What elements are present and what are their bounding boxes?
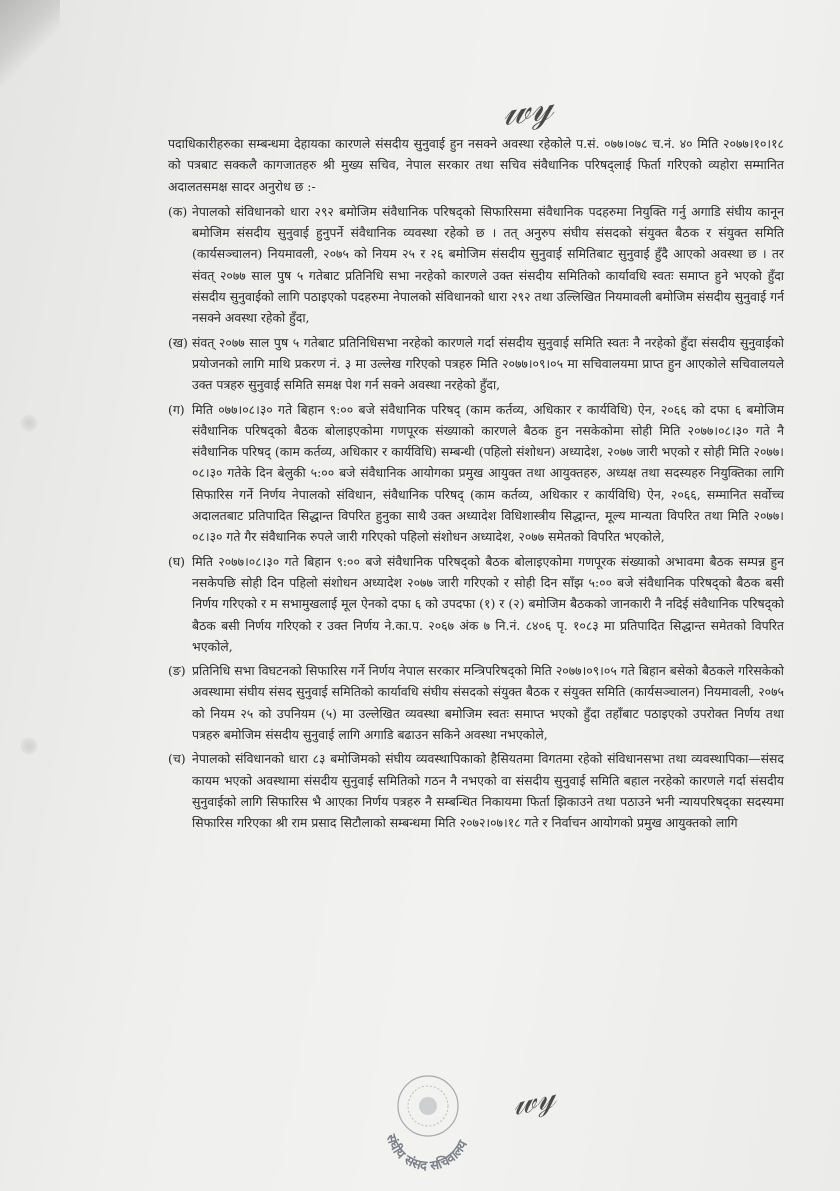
signature-bottom: 𝓌𝓎 xyxy=(508,1075,560,1125)
item-label: (ङ) xyxy=(168,663,186,679)
item-text: प्रतिनिधि सभा विघटनको सिफारिस गर्ने निर्णय नेपाल सरकार मन्त्रिपरिषद्को मिति २०७७।०९।०५ गते बिहान बसेको बैठकले गरिसकेको अवस्थामा संघीय संसद सुनुवाई समितिको कार्यावधि संघीय संसदको संयुक्त बैठक र संयुक्त समिति (कार्यसञ्चालन) नियमावली, २०७५ को नियम २५ को उपनियम (५) मा उल्लेखित व्यवस्था बमोजिम स्वतः समाप्त भएको हुँदा तहाँबाट पठाइएको उपरोक्त निर्णय तथा पत्रहरु बमोजिम संसदीय सुनुवाई लागि अगाडि बढाउन सकिने अवस्था नभएकोले, xyxy=(192,663,784,743)
item-text: मिति ०७७।०८।३० गते बिहान ९:०० बजे संवैधानिक परिषद् (काम कर्तव्य, अधिकार र कार्यविधि) ऐन, २०६६ को दफा ६ बमोजिम संवैधानिक परिषद्को बैठक बोलाइएकोमा गणपूरक संख्याको कारणले बैठक हुन नसकेकोमा सोही मिति २०७७।०८।३० गते नै संवैधानिक परिषद् (काम कर्तव्य, अधिकार र कार्यविधि) सम्बन्धी (पहिलो संशोधन) अध्यादेश, २०७७ जारी भएको र सोही मिति २०७७।०८।३० गतेके दिन बेलुकी ५:०० बजे संवैधानिक आयोगका प्रमुख आयुक्त तथा आयुक्तहरु, अध्यक्ष तथा सदस्यहरु नियुक्तिका लागि सिफारिस गर्ने निर्णय नेपालको संविधान, संवैधानिक परिषद् (काम कर्तव्य, अधिकार र कार्यविधि) ऐन, २०६६, सम्मानित सर्वोच्च अदालतबाट प्रतिपादित सिद्धान्त विपरित हुनुका साथै उक्त अध्यादेश विधिशास्त्रीय सिद्धान्त, मूल्य मान्यता विपरित तथा मिति २०७७।०८।३० गते गैर संवैधानिक रुपले जारी गरिएको पहिलो संशोधन अध्यादेश, २०७७ समेतको विपरित भएकोले, xyxy=(192,401,784,545)
item-label: (ख) xyxy=(168,334,188,350)
item-label: (क) xyxy=(168,203,188,219)
intro-paragraph: पदाधिकारीहरुका सम्बन्धमा देहायका कारणले संसदीय सुनुवाई हुन नसक्ने अवस्था रहेकोले प.सं. ०७७।०७८ च.नं. ४० मिति २०७७।१०।१८ को पत्रबाट सक्कलै कागजातहरु श्री मुख्य सचिव, नेपाल सरकार तथा सचिव संवैधानिक परिषद्‌लाई फिर्ता गरिएको व्यहोरा सम्मानित अदालतसमक्ष सादर अनुरोध छ :- xyxy=(168,136,784,194)
item-text: नेपालको संविधानको धारा ८३ बमोजिमको संघीय व्यवस्थापिकाको हैसियतमा विगतमा रहेको संविधानसभा तथा व्यवस्थापिका—संसद कायम भएको अवस्थामा संसदीय सुनुवाई समितिको गठन नै नभएको वा संसदीय सुनुवाई समिति बहाल नरहेको कारणले गर्दा संसदीय सुनुवाईको लागि सिफारिस भै आएका निर्णय पत्रहरु नै सम्बन्धित निकायमा फिर्ता झिकाउने तथा पठाउने भनी न्यायपरिषद्का सदस्यमा सिफारिस गरिएका श्री राम प्रसाद सिटौलाको सम्बन्धमा मिति २०७२।०७।१८ गते र निर्वाचन आयोगको प्रमुख आयुक्तको लागि xyxy=(192,751,784,831)
item-text: नेपालको संविधानको धारा २९२ बमोजिम संवैधानिक परिषद्को सिफारिसमा संवैधानिक पदहरुमा नियुक्ति गर्नु अगाडि संघीय कानून बमोजिम संसदीय सुनुवाई हुनुपर्ने संवैधानिक व्यवस्था रहेको छ । तत् अनुरुप संघीय संसदको संयुक्त बैठक र संयुक्त समिति (कार्यसञ्चालन) नियमावली, २०७५ को नियम २५ र २६ बमोजिम संसदीय सुनुवाई समितिबाट सुनुवाई हुँदै आएको अवस्था छ । तर संवत् २०७७ साल पुष ५ गतेबाट प्रतिनिधि सभा नरहेको कारणले उक्त संसदीय समितिको कार्यावधि स्वतः समाप्त हुने भएको हुँदा संसदीय सुनुवाईको लागि पठाइएको पदहरुमा नेपालको संविधानको धारा २९२ तथा उल्लिखित नियमावली बमोजिम संसदीय सुनुवाई गर्न नसक्ने अवस्था रहेको हुँदा, xyxy=(192,203,784,326)
item-label: (घ) xyxy=(168,553,185,569)
item-label: (च) xyxy=(168,751,186,767)
list-item xyxy=(168,748,784,833)
list-item xyxy=(168,551,784,657)
item-text: मिति २०७७।०८।३० गते बिहान ९:०० बजे संवैधानिक परिषद्को बैठक बोलाइएकोमा गणपूरक संख्याको अभावमा बैठक सम्पन्न हुन नसकेपछि सोही दिन पहिलो संशोधन अध्यादेश २०७७ जारी गरिएको र सोही दिन साँझ ५:०० बजे संवैधानिक परिषद्को बैठक बसी निर्णय गरिएको र म सभामुखलाई मूल ऐनको दफा ६ को उपदफा (१) र (२) बमोजिम बैठकको जानकारी नै नदिई संवैधानिक परिषद्को बैठक बसी निर्णय गरिएको र उक्त निर्णय ने.का.प. २०६७ अंक ७ नि.नं. ८४०६ पृ. १०८३ मा प्रतिपादित सिद्धान्त समेतको विपरित भएकोले, xyxy=(192,553,784,654)
list-item xyxy=(168,201,784,329)
punch-hole xyxy=(20,737,38,755)
document-body xyxy=(168,133,784,837)
punch-hole xyxy=(20,414,38,432)
list-item xyxy=(168,399,784,548)
item-text: संवत् २०७७ साल पुष ५ गतेबाट प्रतिनिधिसभा नरहेको कारणले गर्दा संसदीय सुनुवाई समिति स्वतः नै नरहेको हुँदा संसदीय सुनुवाईको प्रयोजनको लागि माथि प्रकरण नं. ३ मा उल्लेख गरिएको पत्रहरु मिति २०७७।०९।०५ मा सचिवालयमा प्राप्त हुन आएकोले सचिवालयले उक्त पत्रहरु सुनुवाई समिति समक्ष पेश गर्न सक्ने अवस्था नरहेको हुँदा, xyxy=(192,334,784,393)
page-corner-shadow xyxy=(0,0,60,90)
item-label: (ग) xyxy=(168,401,185,417)
parliament-seal-stamp xyxy=(372,1066,484,1178)
seal-emblem xyxy=(419,1097,437,1115)
signature-top: 𝓌𝓎 xyxy=(499,82,556,136)
list-item xyxy=(168,660,784,745)
seal-text: संघीय संसद सचिवालय xyxy=(382,1132,471,1175)
list-item xyxy=(168,332,784,396)
